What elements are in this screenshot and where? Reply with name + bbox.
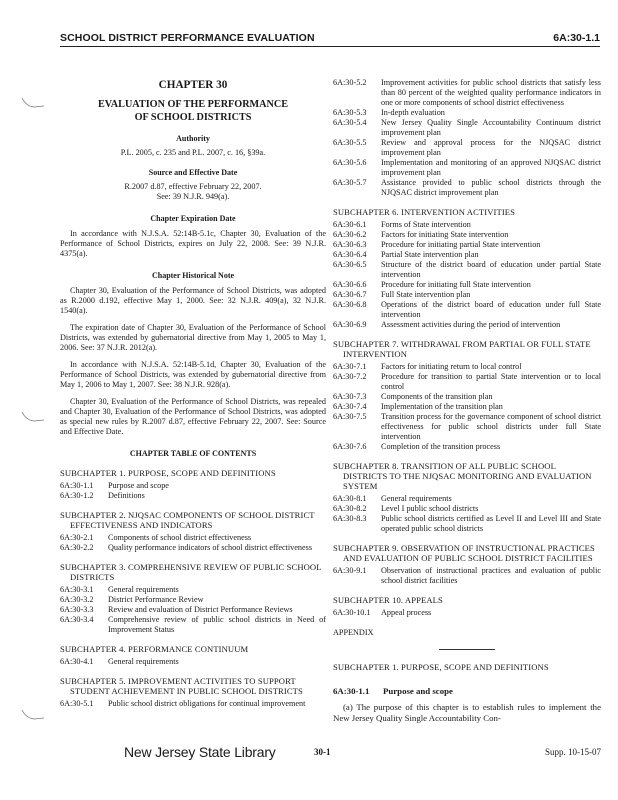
supplement-date: Supp. 10-15-07	[545, 747, 601, 757]
toc-entry: 6A:30-6.1 Forms of State intervention	[333, 220, 471, 229]
toc-entry: 6A:30-3.2 District Performance Review	[60, 595, 204, 604]
history-paragraph: In accordance with N.J.S.A. 52:14B-5.1d, Chapter 30, Evaluation of the Performance of School Districts, was extended by gubernatorial directive from May 1, 2006 to May 1, 2007. See: 38 N.J.R. 928(a).	[60, 360, 326, 389]
toc-heading: CHAPTER TABLE OF CONTENTS	[129, 449, 257, 458]
toc-subchapter-title: SUBCHAPTER 3. COMPREHENSIVE REVIEW OF PUBLIC SCHOOL DISTRICTS	[60, 562, 322, 582]
toc-entry: 6A:30-9.1 Observation of instructional practices and evaluation of public school district facilities	[333, 566, 601, 585]
toc-right-list	[333, 207, 601, 618]
toc-entry: 6A:30-1.2 Definitions	[60, 491, 145, 500]
toc-entry: 6A:30-5.1 Public school district obligations for continual improvement	[60, 699, 306, 708]
toc-subchapter-title: SUBCHAPTER 5. IMPROVEMENT ACTIVITIES TO SUPPORT STUDENT ACHIEVEMENT IN PUBLIC SCHOOL DISTRICTS	[60, 676, 303, 696]
chapter-title-line2: OF SCHOOL DISTRICTS	[134, 112, 252, 123]
toc-entry: 6A:30-7.4 Implementation of the transition plan	[333, 402, 503, 411]
toc-entry: 6A:30-8.1 General requirements	[333, 494, 452, 503]
toc-entry: 6A:30-7.1 Factors for initiating return to local control	[333, 362, 522, 371]
toc-subchapter-title: SUBCHAPTER 8. TRANSITION OF ALL PUBLIC SCHOOL DISTRICTS TO THE NJQSAC MONITORING AND EVALUATION SYSTEM	[333, 461, 592, 491]
left-column	[60, 78, 326, 709]
section-title: Purpose and scope	[383, 686, 453, 696]
toc-entry: 6A:30-5.7 Assistance provided to public school districts through the NJQSAC district improvement plan	[333, 178, 601, 197]
header-rule	[60, 46, 600, 47]
toc-right-top-list	[333, 78, 601, 198]
toc-subchapter-title: SUBCHAPTER 1. PURPOSE, SCOPE AND DEFINITIONS	[60, 468, 276, 478]
toc-entry: 6A:30-6.3 Procedure for initiating partial State intervention	[333, 240, 541, 249]
toc-entry: 6A:30-5.6 Implementation and monitoring of an approved NJQSAC district improvement plan	[333, 158, 601, 177]
section-number: 6A:30-1.1	[333, 686, 370, 696]
margin-mark-icon	[20, 708, 46, 722]
toc-entry: 6A:30-8.3 Public school districts certified as Level II and Level III and State operated public school districts	[333, 514, 601, 533]
toc-entry: 6A:30-7.5 Transition process for the governance component of school district effectiveness for public school districts under full State intervention	[333, 412, 601, 441]
toc-entry: 6A:30-7.3 Components of the transition plan	[333, 392, 493, 401]
toc-left-list	[60, 468, 326, 709]
running-header	[60, 32, 600, 46]
expiration-text: In accordance with N.J.S.A. 52:14B-5.1c, Chapter 30, Evaluation of the Performance of School Districts, expires on July 22, 2008. See: 39 N.J.R. 4375(a).	[60, 229, 326, 258]
history-paragraph: The expiration date of Chapter 30, Evaluation of the Performance of School Districts, was extended by gubernatorial directive from May 1, 2005 to May 1, 2006. See: 37 N.J.R. 2012(a).	[60, 323, 326, 352]
source-line2: See: 39 N.J.R. 949(a).	[156, 192, 230, 201]
history-paragraph: Chapter 30, Evaluation of the Performance of School Districts, was repealed and Chapter 30, Evaluation of the Performance of School Districts, was adopted as special new rules by R.2007 d.87, effective February 22, 2007. See: Source and Effective Date.	[60, 397, 326, 436]
section-divider	[439, 649, 495, 650]
toc-entry: 6A:30-3.4 Comprehensive review of public school districts in Need of Improvement Status	[60, 615, 326, 634]
toc-entry: 6A:30-6.9 Assessment activities during the period of intervention	[333, 320, 561, 329]
source-heading: Source and Effective Date	[148, 168, 238, 177]
toc-entry: 6A:30-5.4 New Jersey Quality Single Accountability Continuum district improvement plan	[333, 118, 601, 137]
toc-entry: 6A:30-6.4 Partial State intervention plan	[333, 250, 479, 259]
body-paragraph: (a) The purpose of this chapter is to establish rules to implement the New Jersey Quality Single Accountability Con-	[333, 702, 601, 723]
toc-entry: 6A:30-10.1 Appeal process	[333, 608, 432, 617]
toc-entry: 6A:30-5.5 Review and approval process for the NJQSAC district improvement plan	[333, 138, 601, 157]
toc-subchapter-title: SUBCHAPTER 4. PERFORMANCE CONTINUUM	[60, 644, 249, 654]
toc-entry: 6A:30-3.1 General requirements	[60, 585, 179, 594]
toc-subchapter-title: SUBCHAPTER 7. WITHDRAWAL FROM PARTIAL OR FULL STATE INTERVENTION	[333, 339, 591, 359]
page-footer	[0, 744, 618, 774]
header-title: SCHOOL DISTRICT PERFORMANCE EVALUATION	[60, 32, 315, 44]
toc-entry: 6A:30-4.1 General requirements	[60, 657, 179, 666]
toc-entry: 6A:30-5.2 Improvement activities for public school districts that satisfy less than 80 percent of the weighted quality performance indicators in one or more components of school district effectiveness	[333, 78, 601, 107]
toc-entry: 6A:30-2.2 Quality performance indicators of school district effectiveness	[60, 543, 313, 552]
header-code: 6A:30-1.1	[553, 32, 600, 44]
section-heading	[333, 686, 601, 696]
appendix-label: APPENDIX	[333, 628, 374, 637]
toc-subchapter-title: SUBCHAPTER 10. APPEALS	[333, 595, 443, 605]
toc-entry: 6A:30-2.1 Components of school district effectiveness	[60, 533, 252, 542]
right-column	[333, 78, 601, 731]
toc-entry: 6A:30-6.2 Factors for initiating State intervention	[333, 230, 509, 239]
toc-entry: 6A:30-7.2 Procedure for transition to partial State intervention or to local control	[333, 372, 601, 391]
toc-subchapter-title: SUBCHAPTER 6. INTERVENTION ACTIVITIES	[333, 207, 516, 217]
library-stamp: New Jersey State Library	[124, 744, 276, 760]
margin-mark-icon	[20, 410, 46, 424]
toc-entry: 6A:30-7.6 Completion of the transition process	[333, 442, 501, 451]
toc-subchapter-title: SUBCHAPTER 2. NJQSAC COMPONENTS OF SCHOOL DISTRICT EFFECTIVENESS AND INDICATORS	[60, 510, 315, 530]
history-heading: Chapter Historical Note	[151, 271, 235, 280]
chapter-number: CHAPTER 30	[158, 79, 228, 91]
chapter-title-line1: EVALUATION OF THE PERFORMANCE	[97, 99, 289, 110]
toc-entry: 6A:30-6.6 Procedure for initiating full State intervention	[333, 280, 531, 289]
authority-text: P.L. 2005, c. 235 and P.L. 2007, c. 16, §39a.	[120, 148, 266, 157]
expiration-heading: Chapter Expiration Date	[150, 214, 236, 223]
toc-entry: 6A:30-1.1 Purpose and scope	[60, 481, 169, 490]
toc-subchapter-title: SUBCHAPTER 9. OBSERVATION OF INSTRUCTIONAL PRACTICES AND EVALUATION OF PUBLIC SCHOOL DISTRICT FACILITIES	[333, 543, 595, 563]
page-number: 30-1	[314, 747, 331, 757]
history-paragraph: Chapter 30, Evaluation of the Performance of School Districts, was adopted as R.2000 d.192, effective May 1, 2000. See: 32 N.J.R. 409(a), 32 N.J.R. 1540(a).	[60, 286, 326, 315]
authority-heading: Authority	[176, 134, 210, 143]
source-line1: R.2007 d.87, effective February 22, 2007.	[124, 182, 262, 191]
toc-entry: 6A:30-5.3 In-depth evaluation	[333, 108, 445, 117]
toc-entry: 6A:30-8.2 Level I public school districts	[333, 504, 479, 513]
toc-entry: 6A:30-6.7 Full State intervention plan	[333, 290, 471, 299]
margin-mark-icon	[20, 96, 46, 110]
toc-entry: 6A:30-3.3 Review and evaluation of District Performance Reviews	[60, 605, 293, 614]
toc-entry: 6A:30-6.8 Operations of the district board of education under full State intervention	[333, 300, 601, 319]
toc-entry: 6A:30-6.5 Structure of the district board of education under partial State intervention	[333, 260, 601, 279]
body-subchapter-title: SUBCHAPTER 1. PURPOSE, SCOPE AND DEFINITIONS	[333, 662, 549, 672]
